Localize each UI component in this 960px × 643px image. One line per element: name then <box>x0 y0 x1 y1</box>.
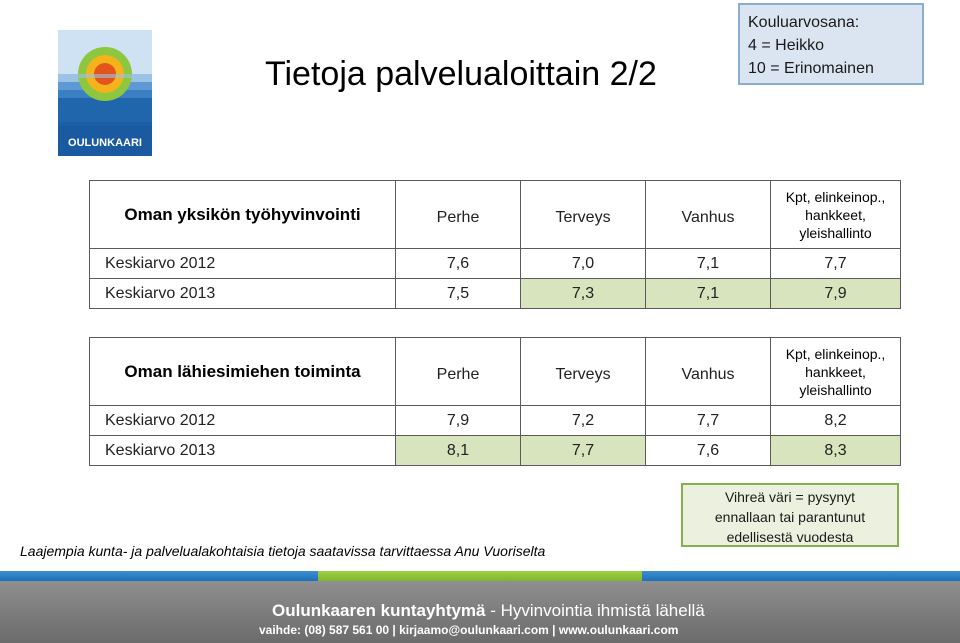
cell-value-improved: 8,1 <box>396 436 521 466</box>
col-header-kpt-line3: yleishallinto <box>799 224 872 241</box>
cell-value: 7,1 <box>646 249 771 279</box>
grade-legend-line1: Kouluarvosana: <box>748 14 860 31</box>
row-label: Keskiarvo 2012 <box>90 406 396 436</box>
cell-value: 7,6 <box>646 436 771 466</box>
grade-legend <box>738 3 924 85</box>
green-legend <box>681 483 899 547</box>
logo-graphic <box>58 30 152 156</box>
cell-value-improved: 7,3 <box>521 279 646 309</box>
col-header-kpt <box>771 338 901 406</box>
row-label: Keskiarvo 2013 <box>90 279 396 309</box>
col-header-perhe: Perhe <box>396 338 521 406</box>
cell-value: 7,7 <box>771 249 901 279</box>
table-row <box>90 279 901 309</box>
logo-text: OULUNKAARI <box>68 137 142 149</box>
wellbeing-table <box>89 180 901 309</box>
cell-value-improved: 7,7 <box>521 436 646 466</box>
col-header-vanhus: Vanhus <box>646 338 771 406</box>
cell-value: 7,7 <box>646 406 771 436</box>
col-header-kpt-line1: Kpt, elinkeinop., <box>785 188 886 205</box>
supervisor-table <box>89 337 901 466</box>
col-header-perhe: Perhe <box>396 181 521 249</box>
cell-value: 7,0 <box>521 249 646 279</box>
col-header-terveys: Terveys <box>521 181 646 249</box>
row-label: Keskiarvo 2013 <box>90 436 396 466</box>
col-header-vanhus: Vanhus <box>646 181 771 249</box>
oulunkaari-logo <box>58 30 152 156</box>
footer-stripe-green <box>318 571 642 581</box>
cell-value: 7,9 <box>396 406 521 436</box>
col-header-kpt-line2: hankkeet, <box>805 206 866 223</box>
footer-org-name: Oulunkaaren kuntayhtymä <box>272 601 486 620</box>
green-legend-line1: Vihreä väri = pysynyt <box>724 489 856 505</box>
grade-legend-line2: 4 = Heikko <box>748 37 825 54</box>
table-row <box>90 436 901 466</box>
table-header-row <box>90 338 901 406</box>
cell-value-improved: 8,3 <box>771 436 901 466</box>
col-header-kpt-line1: Kpt, elinkeinop., <box>785 345 886 362</box>
footer-bar <box>0 581 960 643</box>
cell-value-improved: 7,1 <box>646 279 771 309</box>
footer-contact: vaihde: (08) 587 561 00 | kirjaamo@oulunkaari.com | www.oulunkaari.com <box>259 623 679 637</box>
page-title: Tietoja palvelualoittain 2/2 <box>265 55 657 93</box>
cell-value: 7,2 <box>521 406 646 436</box>
cell-value-improved: 7,9 <box>771 279 901 309</box>
col-header-kpt-line3: yleishallinto <box>799 381 872 398</box>
footer-stripe-blue-right <box>642 571 960 581</box>
table-row <box>90 249 901 279</box>
section-title: Oman yksikön työhyvinvointi <box>90 181 396 249</box>
grade-legend-line3: 10 = Erinomainen <box>748 60 874 77</box>
footnote: Laajempia kunta- ja palvelualakohtaisia tietoja saatavissa tarvittaessa Anu Vuoriselta <box>20 543 546 559</box>
table-header-row <box>90 181 901 249</box>
col-header-kpt <box>771 181 901 249</box>
section-title: Oman lähiesimiehen toiminta <box>90 338 396 406</box>
cell-value: 7,6 <box>396 249 521 279</box>
green-legend-line3: edellisestä vuodesta <box>726 529 854 545</box>
footer-slogan: - Hyvinvointia ihmistä lähellä <box>485 601 705 620</box>
col-header-kpt-line2: hankkeet, <box>805 363 866 380</box>
cell-value: 8,2 <box>771 406 901 436</box>
footer-stripe-blue-left <box>0 571 318 581</box>
cell-value: 7,5 <box>396 279 521 309</box>
row-label: Keskiarvo 2012 <box>90 249 396 279</box>
footer-org-line <box>272 601 705 621</box>
table-row <box>90 406 901 436</box>
col-header-terveys: Terveys <box>521 338 646 406</box>
green-legend-line2: ennallaan tai parantunut <box>714 509 866 525</box>
